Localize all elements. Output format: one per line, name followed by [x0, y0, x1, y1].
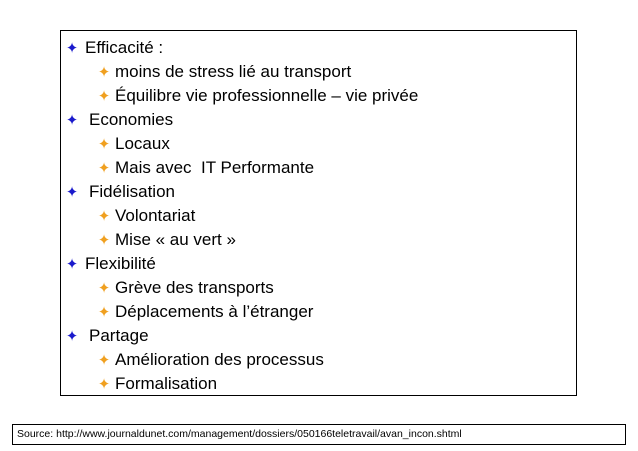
section-title: Flexibilité — [85, 254, 156, 273]
list-item-label: Volontariat — [115, 206, 196, 225]
list-item — [63, 204, 418, 228]
section-title: Partage — [89, 326, 149, 345]
list-item — [63, 132, 418, 156]
list-item — [63, 84, 418, 108]
list-item-label: Mais avec IT Performante — [115, 158, 315, 177]
list-item — [63, 228, 418, 252]
list-item — [63, 276, 418, 300]
four-point-star-icon: ✦ — [97, 63, 111, 81]
list-item — [63, 300, 418, 324]
four-point-star-icon: ✦ — [97, 303, 111, 321]
list-item — [63, 60, 418, 84]
four-point-star-icon: ✦ — [65, 327, 79, 345]
four-point-star-icon: ✦ — [65, 255, 79, 273]
four-point-star-icon: ✦ — [97, 207, 111, 225]
list-item-label: Amélioration des processus — [115, 350, 324, 369]
source-citation: Source: http://www.journaldunet.com/management/dossiers/050166teletravail/avan_incon.shtml — [12, 424, 626, 445]
section-heading — [63, 324, 418, 348]
four-point-star-icon: ✦ — [97, 351, 111, 369]
list-item-label: moins de stress lié au transport — [115, 62, 352, 81]
list-item-label: Équilibre vie professionnelle – vie privée — [115, 86, 419, 105]
list-item-label: Locaux — [115, 134, 170, 153]
content-box — [60, 30, 577, 396]
section-heading — [63, 252, 418, 276]
list-item — [63, 156, 418, 180]
section-title: Fidélisation — [89, 182, 175, 201]
section-title: Efficacité : — [85, 38, 164, 57]
list-item-label: Formalisation — [115, 374, 218, 393]
section-title: Economies — [89, 110, 174, 129]
bullet-list — [63, 36, 418, 396]
section-heading — [63, 180, 418, 204]
four-point-star-icon: ✦ — [97, 231, 111, 249]
list-item-label: Mise « au vert » — [115, 230, 236, 249]
four-point-star-icon: ✦ — [97, 159, 111, 177]
four-point-star-icon: ✦ — [97, 279, 111, 297]
four-point-star-icon: ✦ — [97, 135, 111, 153]
list-item-label: Grève des transports — [115, 278, 274, 297]
four-point-star-icon: ✦ — [65, 183, 79, 201]
list-item — [63, 348, 418, 372]
four-point-star-icon: ✦ — [65, 39, 79, 57]
section-heading — [63, 36, 418, 60]
list-item — [63, 372, 418, 396]
list-item-label: Déplacements à l’étranger — [115, 302, 314, 321]
four-point-star-icon: ✦ — [97, 375, 111, 393]
four-point-star-icon: ✦ — [65, 111, 79, 129]
four-point-star-icon: ✦ — [97, 87, 111, 105]
section-heading — [63, 108, 418, 132]
